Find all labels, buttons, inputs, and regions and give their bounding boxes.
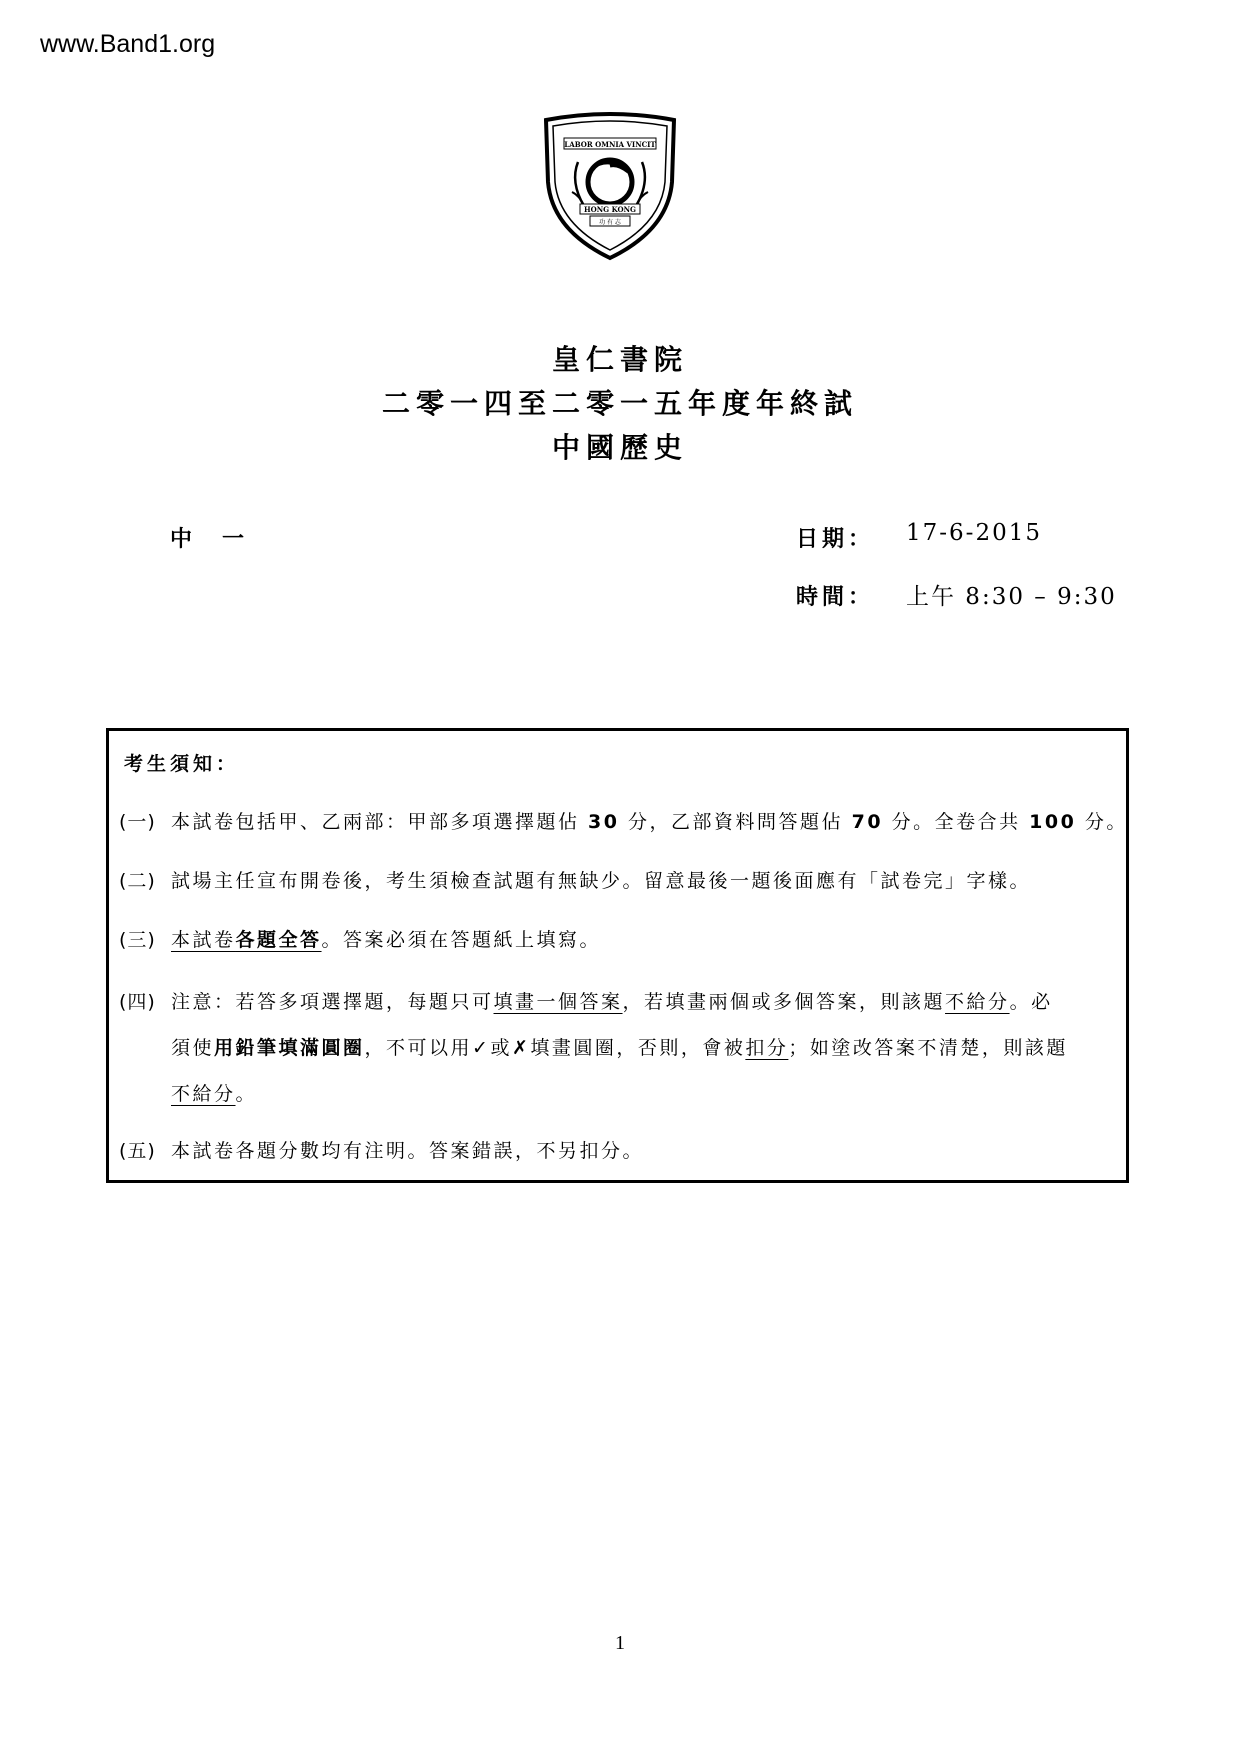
notice-item-number: (一)	[119, 811, 156, 833]
school-crest-logo	[540, 112, 680, 262]
exam-name: 二零一四至二零一五年度年終試	[381, 387, 858, 420]
notice-underlined-text: 本試卷	[171, 929, 236, 951]
date-value: 17-6-2015	[906, 520, 1042, 546]
notice-item-4-line-3	[171, 1079, 257, 1106]
svg-text:功 有 志: 功 有 志	[599, 219, 621, 226]
notice-heading: 考生須知：	[124, 753, 240, 775]
notice-text: 本試卷各題分數均有注明。答案錯誤，不另扣分。	[171, 1140, 645, 1162]
notice-item-number: (五)	[119, 1140, 156, 1162]
notice-item-4-line-1	[119, 987, 1053, 1014]
notice-underlined-text: 扣分	[745, 1037, 789, 1059]
notice-item-number: (三)	[119, 929, 156, 951]
notice-emphasis-text: 各題全答	[235, 929, 322, 951]
notice-text: 。答案必須在答題紙上填寫。	[321, 929, 602, 951]
exam-title-block	[0, 338, 1240, 470]
notice-text: 本試卷包括甲、乙兩部：甲部多項選擇題佔	[171, 811, 589, 833]
school-name: 皇仁書院	[551, 343, 688, 376]
notice-emphasis-text: 用鉛筆填滿圓圈	[214, 1037, 365, 1059]
subject-name: 中國歷史	[551, 431, 688, 464]
notice-score-total: 100	[1029, 811, 1077, 833]
notice-text: 分。	[1076, 811, 1128, 833]
notice-text: 分，乙部資料問答題佔	[619, 811, 852, 833]
notice-text: 。必	[1009, 991, 1053, 1013]
notice-text: ，不可以用✓或✗填畫圓圈，否則，會被	[364, 1037, 746, 1059]
notice-underlined-text: 不給分	[171, 1083, 236, 1105]
notice-text: 注意：若答多項選擇題，每題只可	[171, 991, 494, 1013]
date-label: 日期：	[796, 527, 875, 552]
notice-text: 。	[235, 1083, 258, 1105]
notice-text: ；如塗改答案不清楚，則該題	[788, 1037, 1068, 1059]
notice-underlined-text: 不給分	[945, 991, 1010, 1013]
notice-item-2	[119, 866, 1031, 893]
time-label: 時間：	[796, 585, 875, 610]
svg-text:HONG KONG: HONG KONG	[584, 205, 636, 214]
notice-item-5	[119, 1136, 644, 1163]
notice-item-number: (四)	[119, 991, 156, 1013]
page-number: 1	[615, 1632, 625, 1654]
notice-text: 試場主任宣布開卷後，考生須檢查試題有無缺少。留意最後一題後面應有「試卷完」字樣。	[171, 870, 1032, 892]
notice-item-4-line-2	[171, 1033, 1068, 1060]
notice-text: ，若填畫兩個或多個答案，則該題	[622, 991, 946, 1013]
notice-score-a: 30	[588, 811, 620, 833]
time-value: 上午 8:30 – 9:30	[906, 584, 1117, 610]
site-watermark: www.Band1.org	[40, 30, 216, 58]
notice-underlined-text: 填畫一個答案	[493, 991, 623, 1013]
notice-item-number: (二)	[119, 870, 156, 892]
notice-item-1	[119, 807, 1128, 834]
svg-text:LABOR OMNIA VINCIT: LABOR OMNIA VINCIT	[564, 140, 656, 149]
candidate-notice-box	[106, 728, 1129, 1183]
notice-score-b: 70	[851, 811, 884, 833]
notice-text: 須使	[171, 1037, 215, 1059]
notice-item-3	[119, 925, 601, 952]
notice-text: 分。全卷合共	[883, 811, 1030, 833]
form-label: 中 一	[170, 527, 249, 552]
